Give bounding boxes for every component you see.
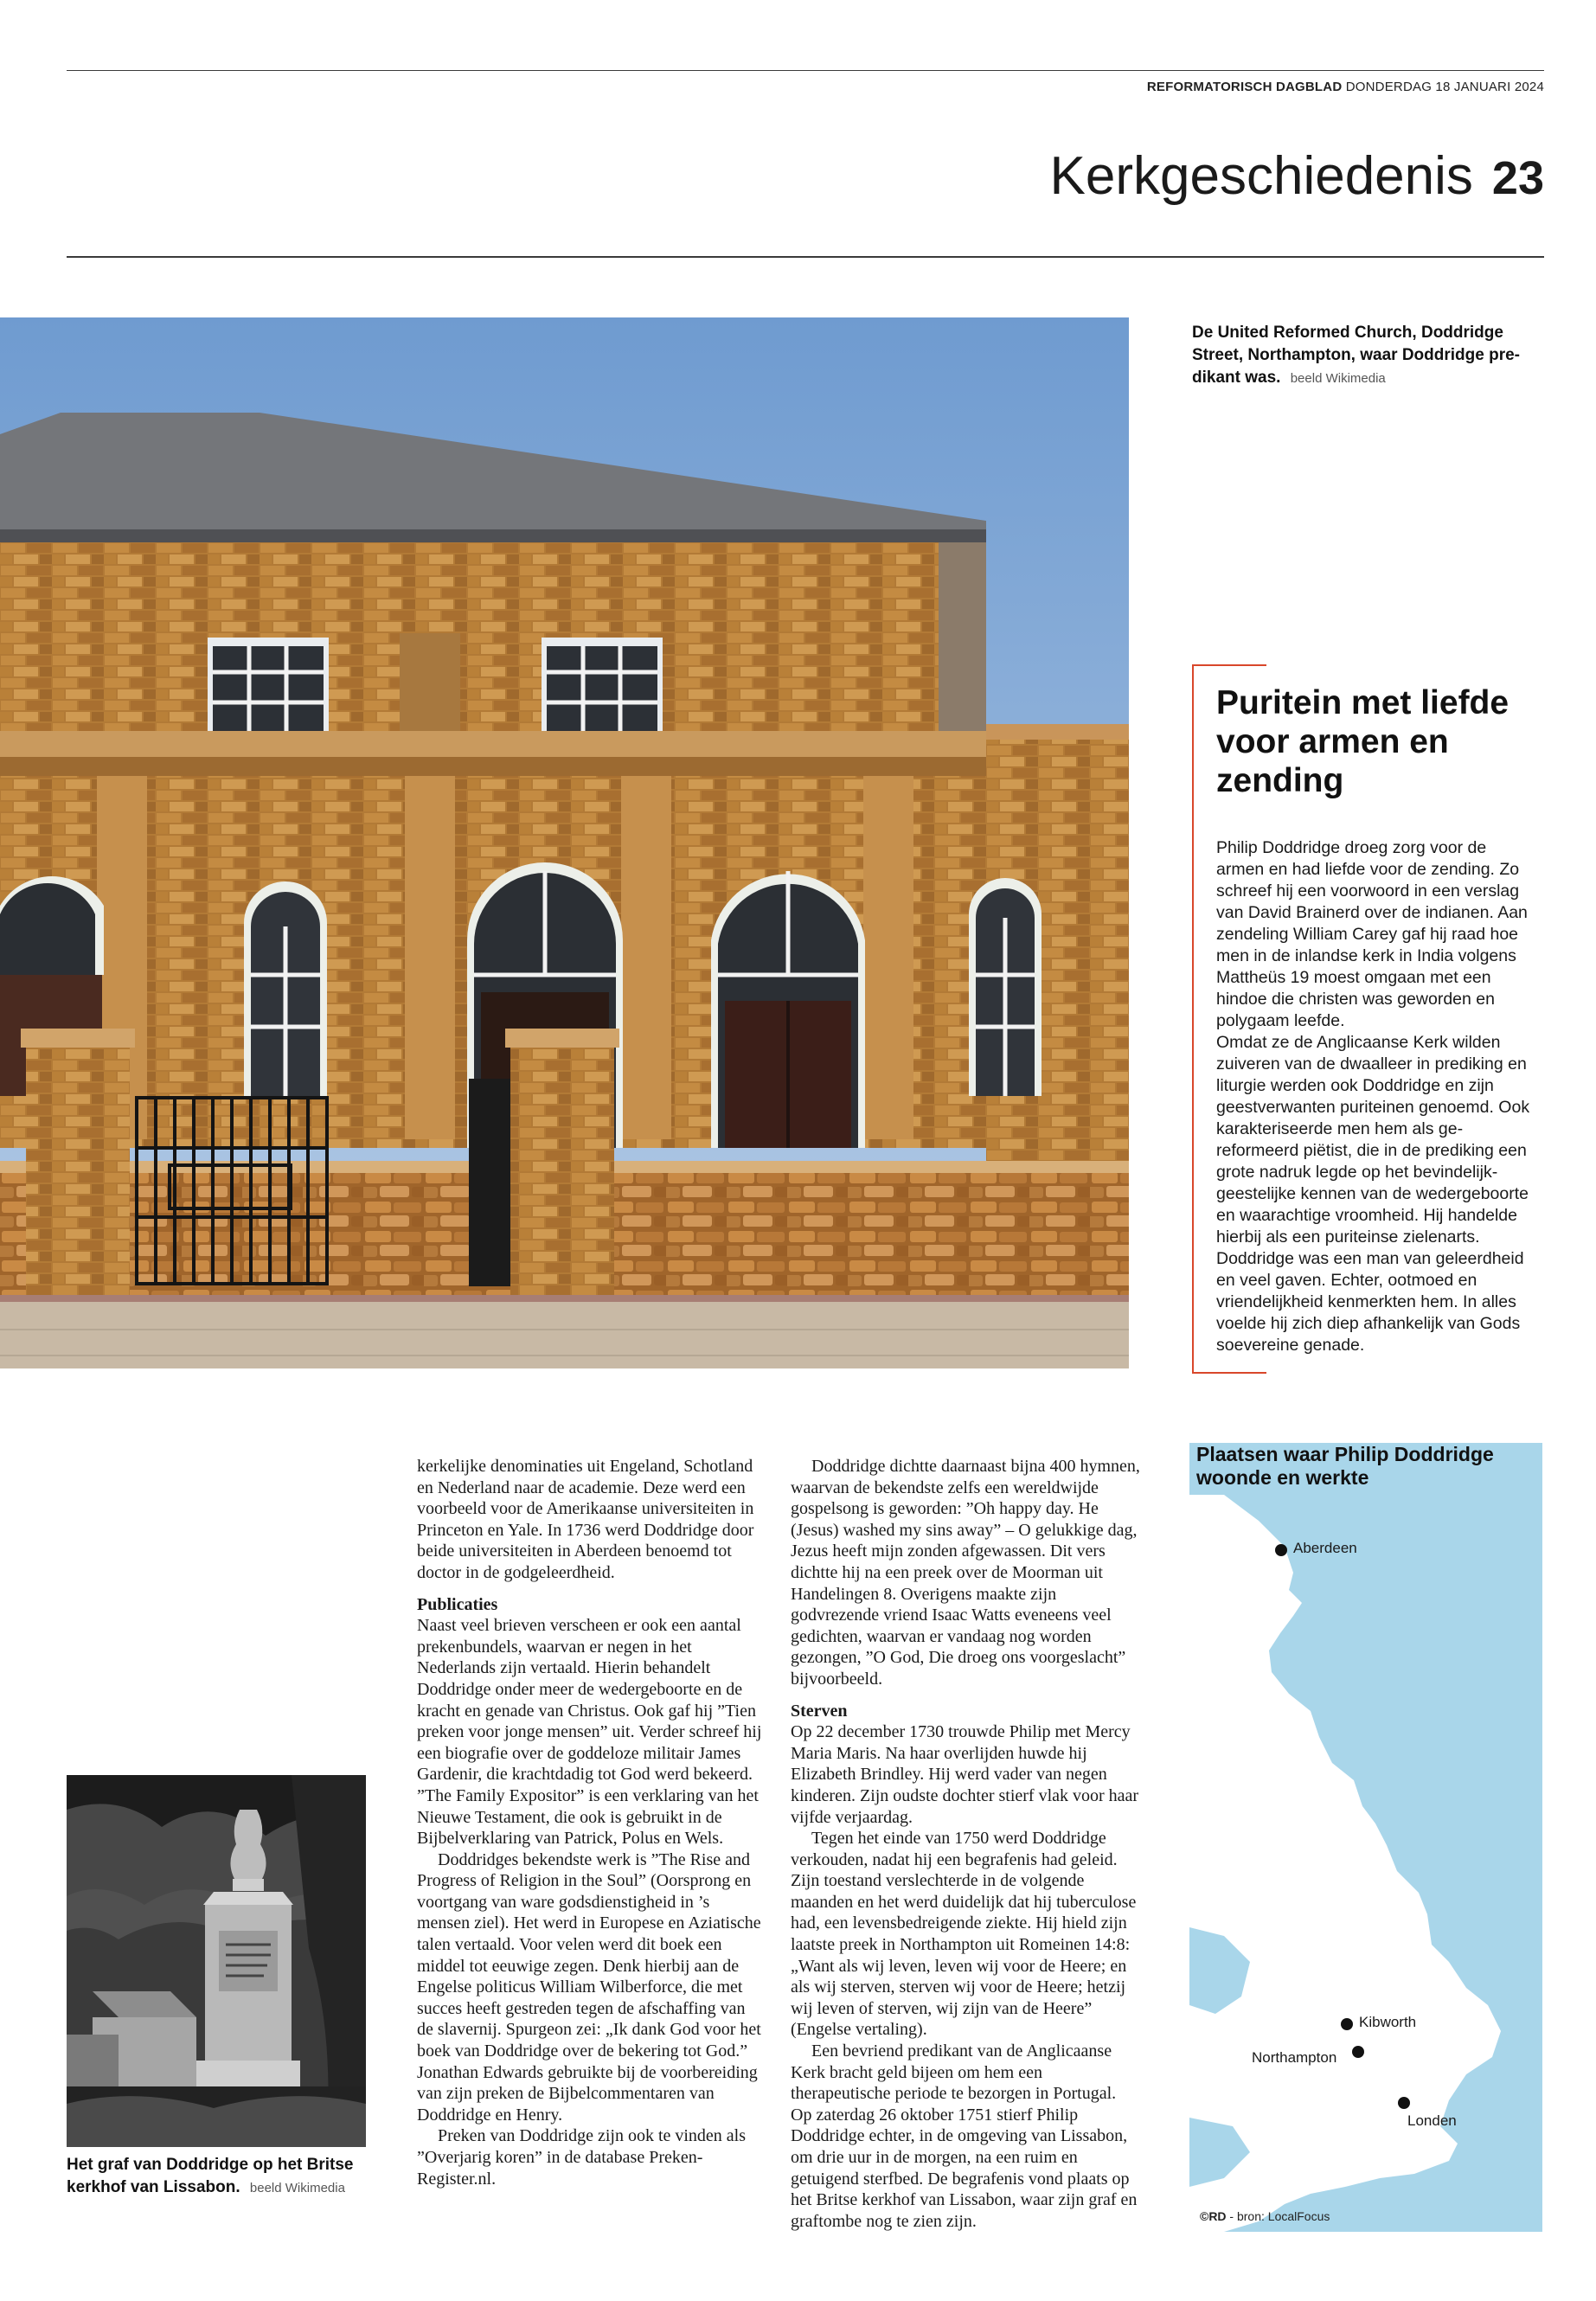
grave-caption-text: Het graf van Doddridge op het Britse kerkhof van Lissabon. <box>67 2156 354 2196</box>
map-label-londen: Londen <box>1407 2112 1457 2129</box>
header-rule <box>67 256 1544 258</box>
body-paragraph: Doddridges bekendste werk is ”The Rise and Progress of Religion in the Soul” (Oorsprong en voortgang van ware godsdienstigheid in ’s mensen ziel). Het werd in Europese en Aziatische talen vertaald. Voor velen werd dit boek een middel tot eeuwige zegen. Denk hierbij aan de Engelse politicus William Wilberforce, die met succes heeft gestreden tegen de afschaffing van de slavernij. Spurgeon zei: „Ik dank God voor het boek van Doddridge over de bekering tot God.” Jonathan Edwards gebruikte bij de voorbereiding van zijn preken de Bijbelcommentaren van Doddridge en Henry. <box>417 1849 761 2125</box>
grave-caption-credit: beeld Wikimedia <box>249 2181 345 2195</box>
masthead-paper: REFORMATORISCH DAGBLAD <box>1146 80 1343 94</box>
map-label-kibworth: Kibworth <box>1359 2014 1417 2030</box>
subheading-sterven: Sterven <box>791 1701 848 1721</box>
map-dot-kibworth <box>1341 2018 1353 2030</box>
map-source-brand: ©RD <box>1200 2209 1227 2223</box>
map-source-text: - bron: LocalFocus <box>1226 2209 1330 2223</box>
body-paragraph: Naast veel brieven verscheen er ook een aantal prekenbundels, waarvan er negen in het Nederlands zijn vertaald. Hierin behandelt Doddridge onder meer de wedergeboorte en de kracht en genade van Christus. Ook gaf hij ”Tien preken voor jonge mensen” uit. Verder schreef hij een biografie over de goddeloze militair James Gardenir, die krachtdadig tot God werd bekeerd. ”The Family Expositor” is een verklaring van het Nieuwe Testament, die ook is gebruikt in de Bijbelverklaring van Patrick, Polus en Wels. <box>417 1616 762 1849</box>
top-rule <box>67 70 1544 71</box>
section-title: Kerkgeschiedenis <box>1049 146 1473 206</box>
map-source <box>1200 2209 1330 2223</box>
arched-window <box>969 878 1042 1096</box>
page-number: 23 <box>1491 152 1544 204</box>
sidebar-accent-bottom <box>1192 1372 1266 1374</box>
article-column-2 <box>791 1456 1141 2232</box>
sidebar-paragraph: Omdat ze de Anglicaanse Kerk wilden zuiveren van de dwaalleer in prediking en liturgie werden ook Doddridge en zijn geestverwanten puriteinen genoemd. Ook karakteriseerde men hem als gereformeerd piëtist, die in de prediking een grote nadruk legde op het bevindelijk-geestelijke kennen van de wedergeboorte en waarachtige vroomheid. Hij handelde hierbij als een puriteinse zielenarts. <box>1216 1033 1530 1247</box>
map-title: Plaatsen waar Philip Doddridge woonde en werkte <box>1196 1443 1494 1489</box>
church-photo-caption <box>1192 322 1534 390</box>
article-column-1 <box>417 1456 763 2189</box>
church-photo <box>0 317 1129 1368</box>
sidebar-paragraph: Philip Doddridge droeg zorg voor de armen en had liefde voor de zending. Zo schreef hij een voorwoord in een verslag van David Brainerd over de indianen. Aan zendeling William Carey gaf hij raad hoe men in de inlandse kerk in India volgens Mattheüs 19 moest omgaan met een hindoe die christen was geworden en polygaam leefde. <box>1216 838 1528 1030</box>
body-paragraph: Tegen het einde van 1750 werd Doddridge verkouden, nadat hij een begrafenis had geleid. Zijn toestand verslechterde in de volgende maanden en het werd duidelijk dat hij tuberculose had, een levensbedreigende ziekte. Hij hield zijn laatste preek in Northampton uit Romeinen 14:8: „Want als wij leven, leven wij voor de Heere; en als wij sterven, sterven wij voor de Heere; hetzij wij leven of sterven, wij zijn van de Heere” (Engelse vertaling). <box>791 1829 1137 2040</box>
sidebar-accent-top <box>1192 664 1266 666</box>
body-paragraph: Een bevriend predikant van de Anglicaanse Kerk bracht geld bijeen om hem een therapeutische periode te bezorgen in Portugal. Op zaterdag 26 oktober 1751 stierf Philip Doddridge echter, in de omgeving van Lissabon, om drie uur in de morgen, na een ruim en getuigend sterfbed. De begrafenis vond plaats op het Britse kerkhof van Lissabon, waar zijn graf en graftombe nog te zien zijn. <box>791 2041 1138 2231</box>
body-paragraph: Op 22 december 1730 trouwde Philip met Mercy Maria Maris. Na haar overlijden huwde hij Elizabeth Brindley. Hij werd vader van negen kinderen. Zijn oudste dochter stierf vlak voor haar vijfde verjaardag. <box>791 1722 1139 1827</box>
section-header <box>1050 145 1544 207</box>
map-label-northampton: Northampton <box>1252 2049 1337 2066</box>
sidebar-title: Puritein met liefde voor armen en zending <box>1216 684 1509 799</box>
map-graphic <box>1189 1443 1542 2232</box>
map <box>1189 1443 1542 2232</box>
sidebar-text <box>1216 837 1536 1356</box>
body-paragraph: Doddridge dichtte daarnaast bijna 400 hymnen, waarvan de bekendste zelfs een wereldwijde gospelsong is geworden: ”Oh happy day. He (Jesus) washed my sins away” – O gelukkige dag, Jezus heeft mijn zonden afgewassen. Dit vers dichtte hij na een preek over de Moorman uit Handelingen 8. Overigens maakte zijn godvrezende vriend Isaac Watts eveneens veel gedichten, waarvan er vandaag nog worden gezongen, ”O God, Die droeg ons voorgeslacht” bijvoorbeeld. <box>791 1457 1140 1689</box>
sidebar-box <box>1192 664 1542 1374</box>
upper-window <box>208 638 329 741</box>
subheading-publicaties: Publicaties <box>417 1594 498 1614</box>
church-caption-text: De United Reformed Church, Doddridge Street, Northampton, waar Doddridge predikant was. <box>1192 324 1520 387</box>
masthead <box>1147 80 1544 94</box>
masthead-date: DONDERDAG 18 JANUARI 2024 <box>1345 80 1544 94</box>
body-paragraph: kerkelijke denominaties uit Engeland, Schotland en Nederland naar de academie. Deze werd een voorbeeld voor de Amerikaanse universiteiten in Princeton en Yale. In 1736 werd Doddridge door beide universiteiten in Aberdeen benoemd tot doctor in de godgeleerdheid. <box>417 1457 754 1582</box>
grave-photo <box>67 1775 366 2147</box>
grave-photo-caption <box>67 2154 369 2200</box>
church-caption-credit: beeld Wikimedia <box>1290 371 1386 386</box>
sidebar-paragraph: Doddridge was een man van geleerdheid en veel gaven. Echter, ootmoed en vriendelijkheid kenmerkten hem. In alles voelde hij zich diep afhankelijk van Gods soevereine genade. <box>1216 1249 1524 1355</box>
map-dot-londen <box>1398 2097 1410 2109</box>
arched-window <box>711 871 865 1148</box>
map-dot-northampton <box>1352 2046 1364 2058</box>
map-label-aberdeen: Aberdeen <box>1293 1540 1357 1556</box>
arched-window <box>244 881 327 1096</box>
sidebar-accent-left <box>1192 664 1194 1374</box>
body-paragraph: Preken van Doddridge zijn ook te vinden als ”Overjarig koren” in de database PrekenRegister.nl. <box>417 2126 747 2189</box>
upper-window <box>542 638 663 741</box>
map-dot-aberdeen <box>1275 1544 1287 1556</box>
